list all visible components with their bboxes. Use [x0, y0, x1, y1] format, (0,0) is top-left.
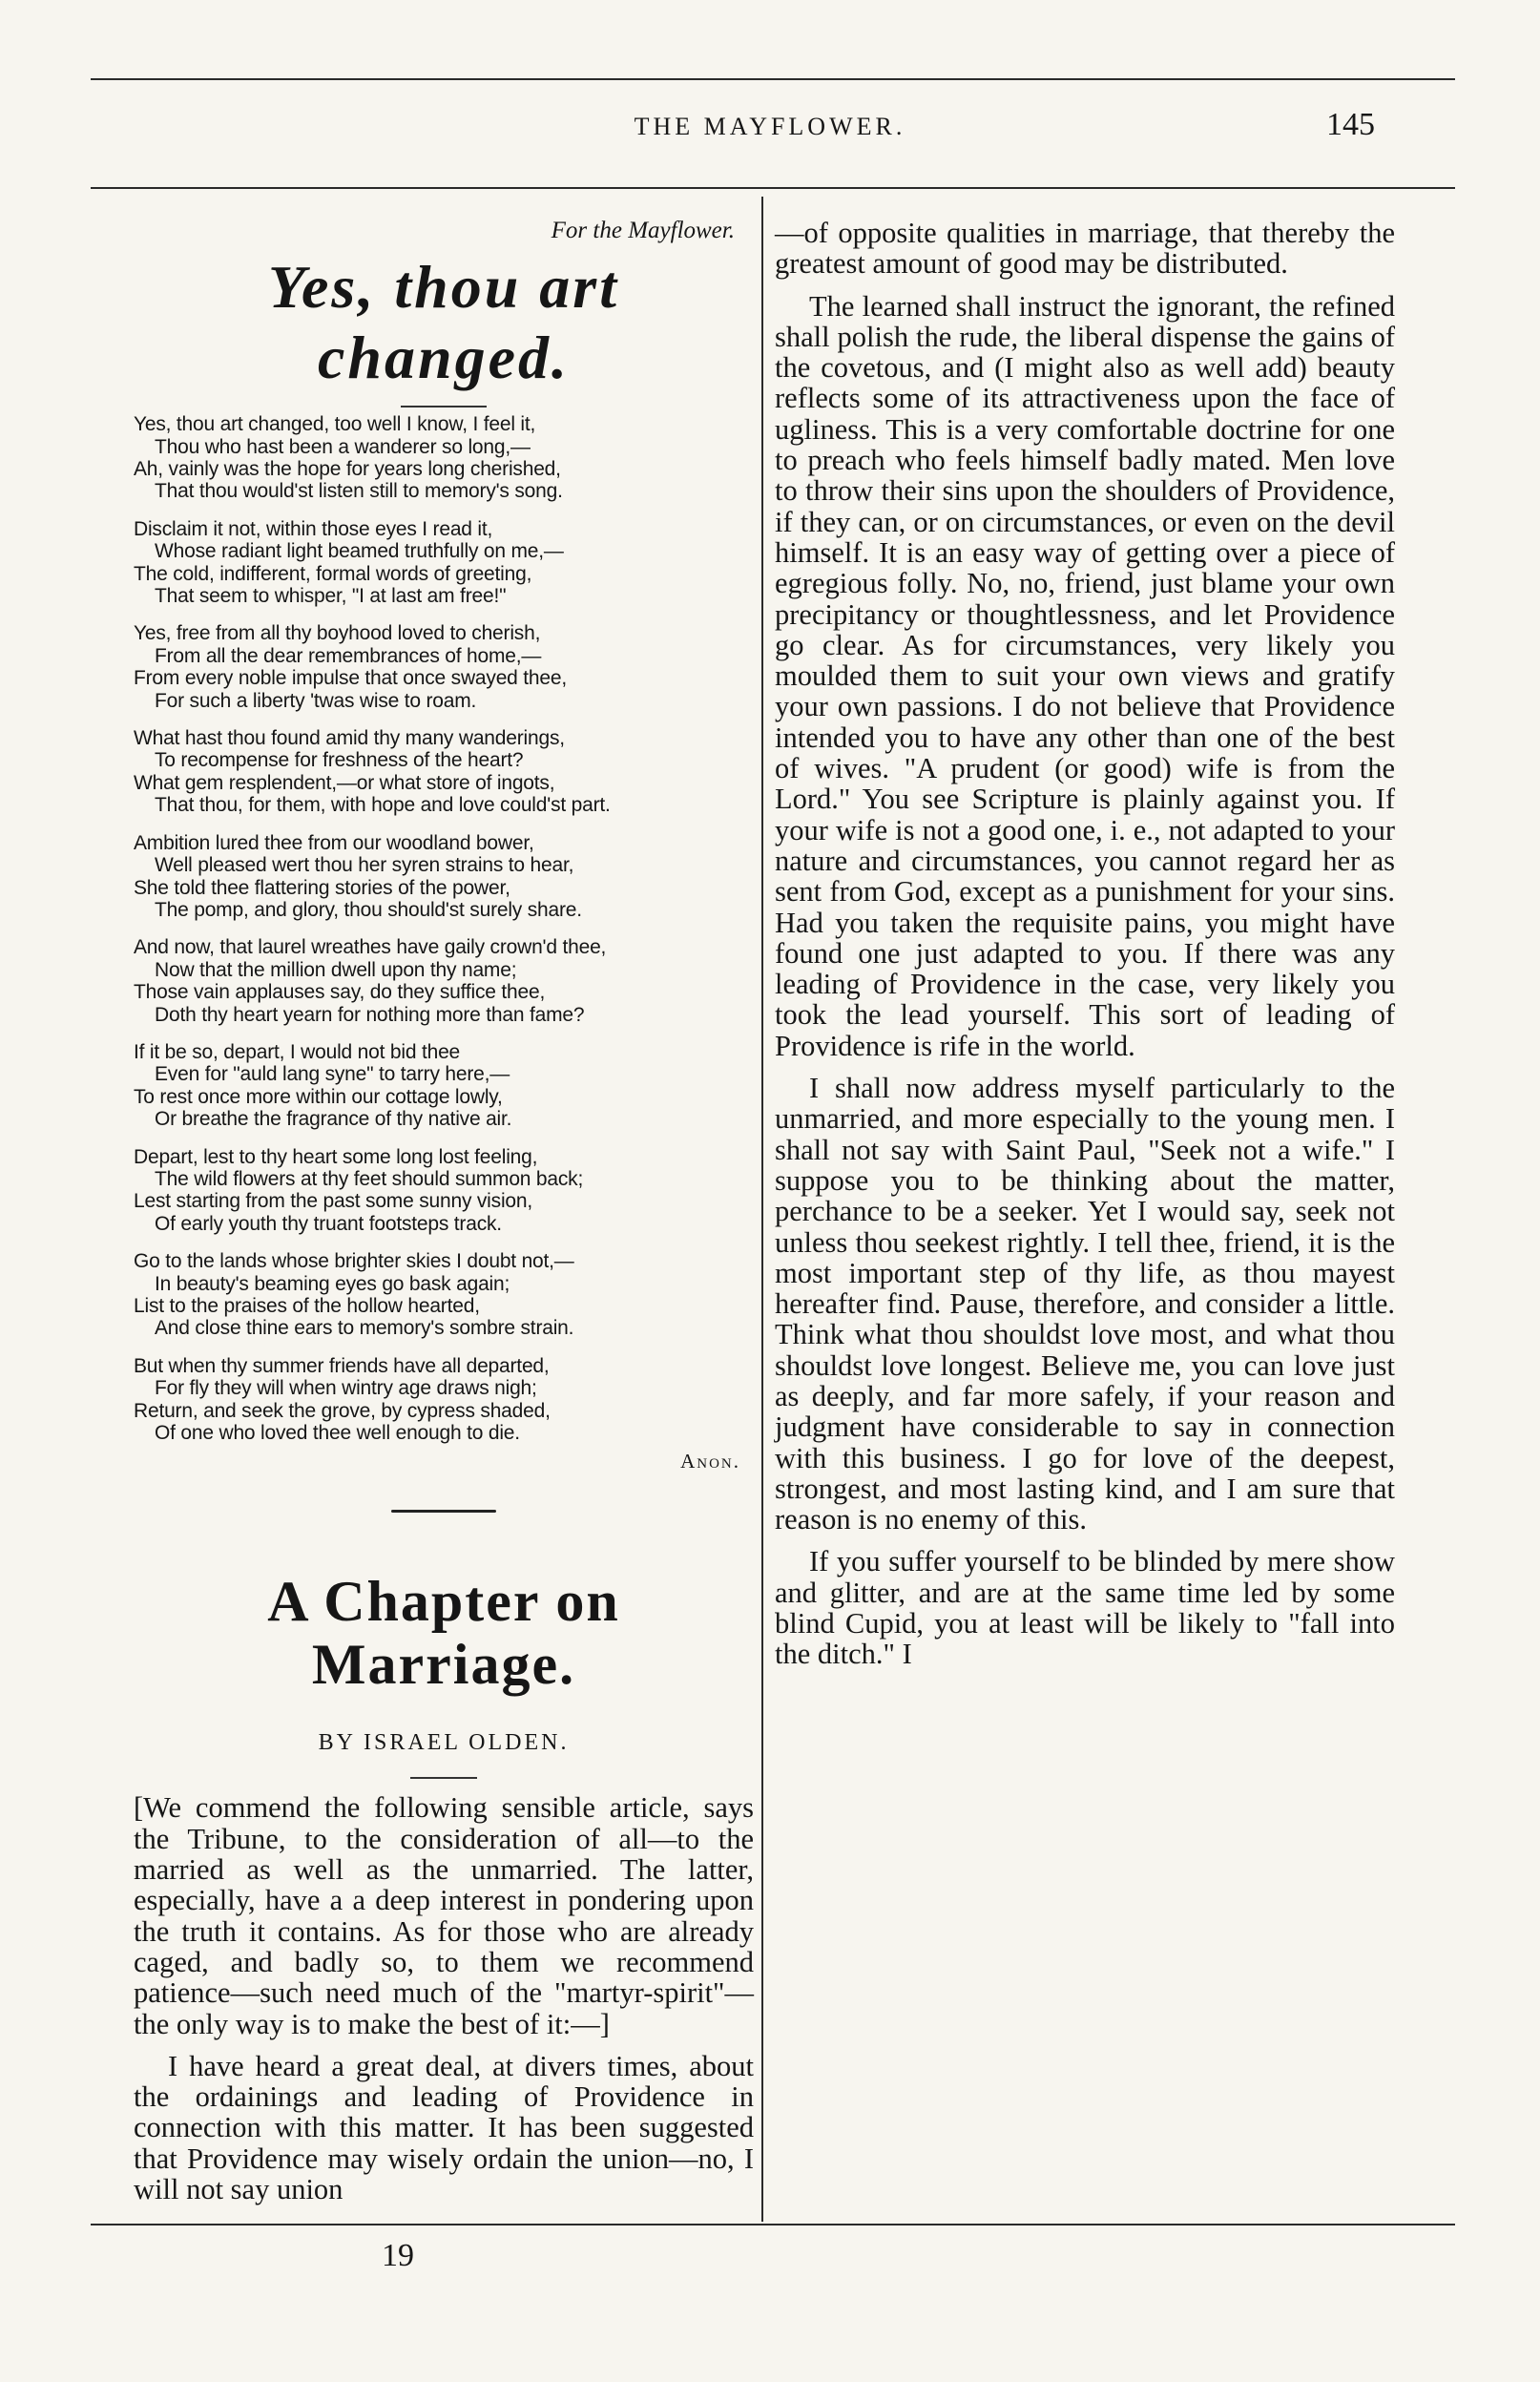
poem-line: From all the dear remembrances of home,—: [155, 644, 542, 667]
poem-line: Return, and seek the grove, by cypress shaded,: [134, 1399, 551, 1422]
running-title: THE MAYFLOWER.: [634, 113, 906, 140]
article-paragraph: I have heard a great deal, at divers times, about the ordainings and leading of Providence in connection with this matter. It has been suggested that Providence may wisely ordain the union—no, I will not say union: [134, 2049, 754, 2205]
top-border-rule: [91, 78, 1455, 80]
poem-line: Yes, free from all thy boyhood loved to cherish,: [134, 622, 541, 645]
poem-attribution: For the Mayflower.: [551, 218, 735, 243]
right-column: [775, 218, 1395, 1682]
poem-line: Those vain applauses say, do they suffice thee,: [134, 981, 546, 1004]
poem-line: Ambition lured thee from our woodland bower,: [134, 831, 534, 854]
poem-line: Or breathe the fragrance of thy native air.: [155, 1108, 512, 1131]
poem-line: To rest once more within our cottage lowly,: [134, 1085, 503, 1108]
article-paragraph: [We commend the following sensible article, says the Tribune, to the consideration of all—to the married as well as the unmarried. The latter, especially, have a a deep interest in pondering upon the truth it contains. As for those who are already caged, and badly so, to them we recommend patience—such need much of the "martyr-spirit"—the only way is to make the best of it:—]: [134, 1791, 754, 2040]
poem-stanza: [134, 622, 754, 712]
poem-line: For such a liberty 'twas wise to roam.: [155, 689, 477, 712]
poem-line: Ah, vainly was the hope for years long cherished,: [134, 458, 561, 480]
poem-line: Thou who hast been a wanderer so long,—: [155, 435, 531, 458]
poem-line: The wild flowers at thy feet should summon back;: [155, 1167, 584, 1190]
poem-stanza: [134, 727, 754, 817]
article-paragraph: The learned shall instruct the ignorant, the refined shall polish the rude, the liberal dispense the gains of the covetous, and (I might also as well add) beauty reflects some of its attractiveness upon the face of ugliness. This is a very comfortable doctrine for one to preach who feels himself badly mated. Men love to throw their sins upon the shoulders of Providence, if they can, or on circumstances, or even on the devil himself. It is an easy way of getting over a piece of egregious folly. No, no, friend, just blame your own precipitancy or thoughtlessness, and let Providence go clear. As for circumstances, very likely you moulded them to suit your own views and gratify your own passions. I do not believe that Providence intended you to have any other than one of the best of wives. "A prudent (or good) wife is from the Lord." You see Scripture is plainly against you. If your wife is not a good one, i. e., not adapted to your nature and circumstances, you cannot regard her as sent from God, except as a punishment for your sins. Had you taken the requisite pains, you might have found one just adapted to you. If there was any leading of Providence in the case, very likely you took the lead yourself. This sort of leading of Providence is rife in the world.: [775, 289, 1395, 1062]
section-divider: [391, 1510, 496, 1513]
page-number: 145: [1326, 107, 1375, 142]
poem-line: To recompense for freshness of the heart?: [155, 749, 524, 772]
poem-line: Doth thy heart yearn for nothing more than fame?: [155, 1003, 585, 1026]
signature-mark: 19: [382, 2238, 414, 2273]
poem-line: What hast thou found amid thy many wanderings,: [134, 727, 565, 750]
left-column: [134, 218, 754, 2216]
poem-line: And now, that laurel wreathes have gaily crown'd thee,: [134, 936, 607, 959]
poem-line: And close thine ears to memory's sombre strain.: [155, 1317, 574, 1340]
poem-stanza: [134, 832, 754, 922]
poem-stanza: [134, 518, 754, 608]
poem-stanza: [134, 413, 754, 503]
poem-line: Lest starting from the past some sunny vision,: [134, 1190, 532, 1213]
poem-line: The pomp, and glory, thou should'st surely share.: [155, 898, 582, 921]
poem-body: [134, 413, 754, 1444]
poem-line: In beauty's beaming eyes go bask again;: [155, 1272, 510, 1295]
poem-line: Depart, lest to thy heart some long lost feeling,: [134, 1145, 538, 1168]
header-rule: [91, 187, 1455, 189]
poem-stanza: [134, 1355, 754, 1445]
poem-line: What gem resplendent,—or what store of ingots,: [134, 771, 555, 794]
poem-stanza: [134, 1146, 754, 1236]
poem-line: Disclaim it not, within those eyes I read it,: [134, 517, 493, 540]
poem-line: For fly they will when wintry age draws nigh;: [155, 1377, 537, 1400]
article-paragraph: —of opposite qualities in marriage, that thereby the greatest amount of good may be distributed.: [775, 217, 1395, 281]
article-byline: BY ISRAEL OLDEN.: [318, 1730, 570, 1756]
poem-line: That seem to whisper, "I at last am free!": [155, 585, 507, 608]
poem-line: But when thy summer friends have all departed,: [134, 1354, 550, 1377]
poem-line: That thou would'st listen still to memory's song.: [155, 480, 563, 503]
poem-line: She told thee flattering stories of the power,: [134, 876, 510, 899]
poem-line: If it be so, depart, I would not bid thee: [134, 1040, 461, 1063]
column-divider: [761, 197, 763, 2222]
poem-line: Now that the million dwell upon thy name;: [155, 958, 517, 981]
poem-line: Of one who loved thee well enough to die.: [155, 1422, 520, 1445]
byline-rule: [410, 1777, 477, 1779]
article-paragraph: If you suffer yourself to be blinded by mere show and glitter, and are at the same time led by some blind Cupid, you at least will be likely to "fall into the ditch." I: [775, 1545, 1395, 1671]
article-paragraph: I shall now address myself particularly to the unmarried, and more especially to the young men. I shall not say with Saint Paul, "Seek not a wife." I suppose you to be thinking about the matter, perchance to be a seeker. Yet I would say, seek not unless thou seekest rightly. I tell thee, friend, it is the most important step of thy life, as thou mayest hereafter find. Pause, therefore, and consider a little. Think what thou shouldst love most, and what thou shouldst love longest. Believe me, you can love just as deeply, and far more safely, if your reason and judgment have considerable to say in connection with this business. I go for love of the deepest, strongest, and most lasting kind, and I am sure that reason is no enemy of this.: [775, 1072, 1395, 1536]
poem-line: Whose radiant light beamed truthfully on me,—: [155, 540, 564, 563]
poem-line: Yes, thou art changed, too well I know, I feel it,: [134, 413, 536, 436]
poem-line: Even for "auld lang syne" to tarry here,—: [155, 1063, 510, 1086]
poem-line: From every noble impulse that once swayed thee,: [134, 667, 568, 690]
article-title: A Chapter on Marriage.: [267, 1570, 620, 1697]
poem-title: Yes, thou art changed.: [268, 253, 619, 391]
poem-line: That thou, for them, with hope and love could'st part.: [155, 794, 611, 817]
poem-title-rule: [401, 406, 487, 407]
poem-line: Go to the lands whose brighter skies I doubt not,—: [134, 1250, 574, 1273]
poem-line: Well pleased wert thou her syren strains to hear,: [155, 854, 574, 877]
poem-stanza: [134, 1250, 754, 1340]
poem-line: Of early youth thy truant footsteps track.: [155, 1212, 502, 1235]
poem-line: The cold, indifferent, formal words of greeting,: [134, 562, 532, 585]
poem-signature: Anon.: [680, 1450, 740, 1473]
poem-stanza: [134, 1041, 754, 1131]
bottom-rule: [91, 2224, 1455, 2225]
poem-stanza: [134, 936, 754, 1026]
poem-line: List to the praises of the hollow hearted,: [134, 1295, 480, 1317]
